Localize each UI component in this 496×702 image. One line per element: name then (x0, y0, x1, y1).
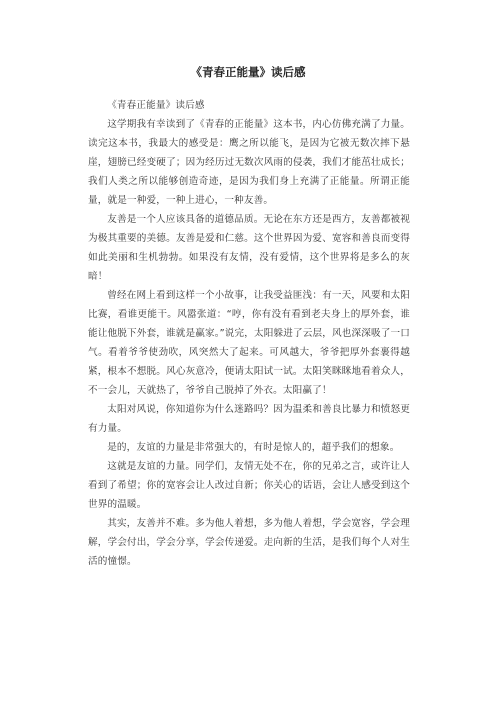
paragraph-4: 太阳对风说，你知道你为什么迷路吗？因为温柔和善良比暴力和愤怒更有力量。 (88, 404, 410, 434)
paragraph-1: 这学期我有幸读到了《青春的正能量》这本书，内心仿佛充满了力量。读完这本书，我最大的感受是：鹰之所以能飞，是因为它被无数次摔下悬崖，翅膀已经变硬了；因为经历过无数次风雨的侵袭，我们才能茁壮成长；我们人类之所以能够创造奇迹，是因为我们身上充满了正能量。所谓正能量，就是一种爱，一种上进心，一种友善。 (88, 119, 410, 206)
document-subtitle: 《青春正能量》读后感 (107, 100, 205, 111)
paragraph-3: 曾经在网上看到这样一个小故事，让我受益匪浅：有一天，风要和太阳比赛，看谁更能干。风嚣张道：“哼，你有没有看到老夫身上的厚外套，谁能让他脱下外套，谁就是赢家。”说完，太阳躲进了云层，风也深深吸了一口气。看着爷爷使劲吹，风突然大了起来。可风越大，爷爷把厚外套裹得越紧，根本不想脱。风心灰意冷，便请太阳试一试。太阳笑眯眯地看着众人，不一会儿，天就热了，爷爷自己脱掉了外衣。太阳赢了！ (88, 290, 410, 396)
document-body (88, 96, 410, 571)
paragraph-7: 其实，友善并不难。多为他人着想，多为他人着想，学会宽容，学会理解，学会付出，学会分享，学会传递爱。走向新的生活，是我们每个人对生活的憧憬。 (88, 518, 410, 567)
paragraph-5: 是的，友谊的力量是非常强大的，有时是惊人的，超乎我们的想象。 (107, 442, 400, 453)
document-title: 《青春正能量》读后感 (190, 65, 306, 79)
paragraph-6: 这就是友谊的力量。同学们，友情无处不在，你的兄弟之言，或许让人看到了希望；你的宽容会让人改过自新；你关心的话语，会让人感受到这个世界的温暖。 (88, 461, 410, 510)
paragraph-2: 友善是一个人应该具备的道德品质。无论在东方还是西方，友善都被视为极其重要的美德。友善是爱和仁慈。这个世界因为爱、宽容和善良而变得如此美丽和生机勃勃。如果没有友情，没有爱情，这个世界将是多么的灰暗！ (88, 214, 410, 282)
